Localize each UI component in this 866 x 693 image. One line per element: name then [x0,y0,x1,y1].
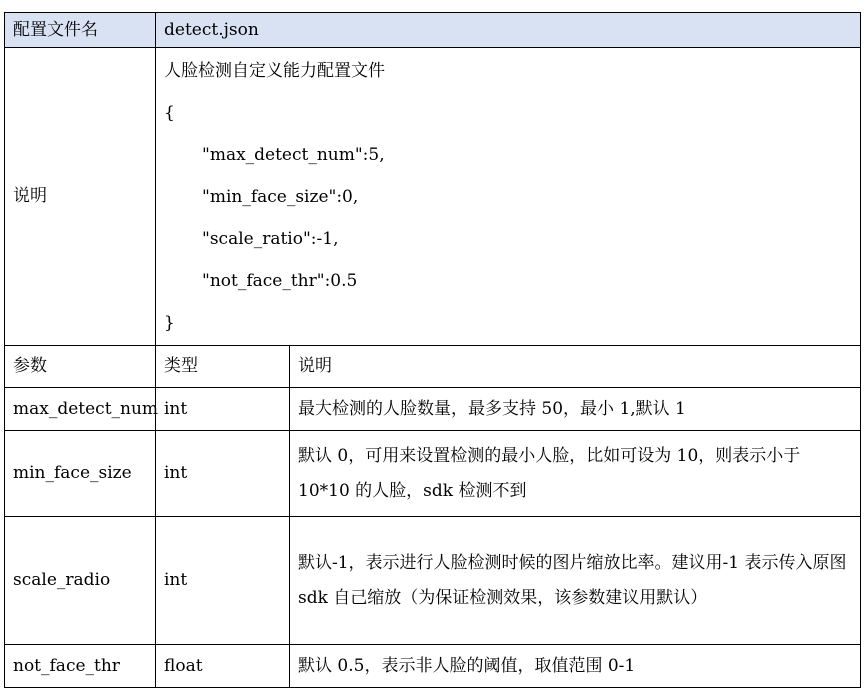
code-close-brace: } [164,312,175,333]
param-header-row [5,346,861,388]
param-header-type: 类型 [156,346,290,388]
param-desc: 最大检测的人脸数量，最多支持 50，最小 1,默认 1 [290,388,861,431]
config-table [4,12,861,688]
code-open-brace: { [164,102,175,123]
code-line-scale-ratio: "scale_ratio":-1, [202,228,339,249]
param-name: not_face_thr [5,645,156,688]
param-desc: 默认-1，表示进行人脸检测时候的图片缩放比率。建议用-1 表示传入原图 sdk 自己缩放（为保证检测效果，该参数建议用默认） [290,517,861,645]
param-row [5,431,861,517]
config-file-label: 配置文件名 [5,13,156,48]
param-header-desc: 说明 [290,346,861,388]
description-label: 说明 [5,48,156,346]
param-header-param: 参数 [5,346,156,388]
param-type: float [156,645,290,688]
config-file-row [5,13,861,48]
param-type: int [156,388,290,431]
param-row [5,388,861,431]
code-line-min-face-size: "min_face_size":0, [202,186,359,207]
param-row [5,645,861,688]
code-line-not-face-thr: "not_face_thr":0.5 [202,270,358,291]
config-table-wrapper [4,12,860,688]
description-title: 人脸检测自定义能力配置文件 [164,60,385,81]
param-name: min_face_size [5,431,156,517]
param-desc: 默认 0.5，表示非人脸的阈值，取值范围 0-1 [290,645,861,688]
code-line-max-detect-num: "max_detect_num":5, [202,144,385,165]
param-type: int [156,517,290,645]
param-name: scale_radio [5,517,156,645]
param-name: max_detect_num [5,388,156,431]
param-row [5,517,861,645]
description-row [5,48,861,346]
param-desc: 默认 0，可用来设置检测的最小人脸，比如可设为 10，则表示小于 10*10 的人脸，sdk 检测不到 [290,431,861,517]
config-file-value: detect.json [156,13,861,48]
description-code-block [156,48,861,346]
param-type: int [156,431,290,517]
